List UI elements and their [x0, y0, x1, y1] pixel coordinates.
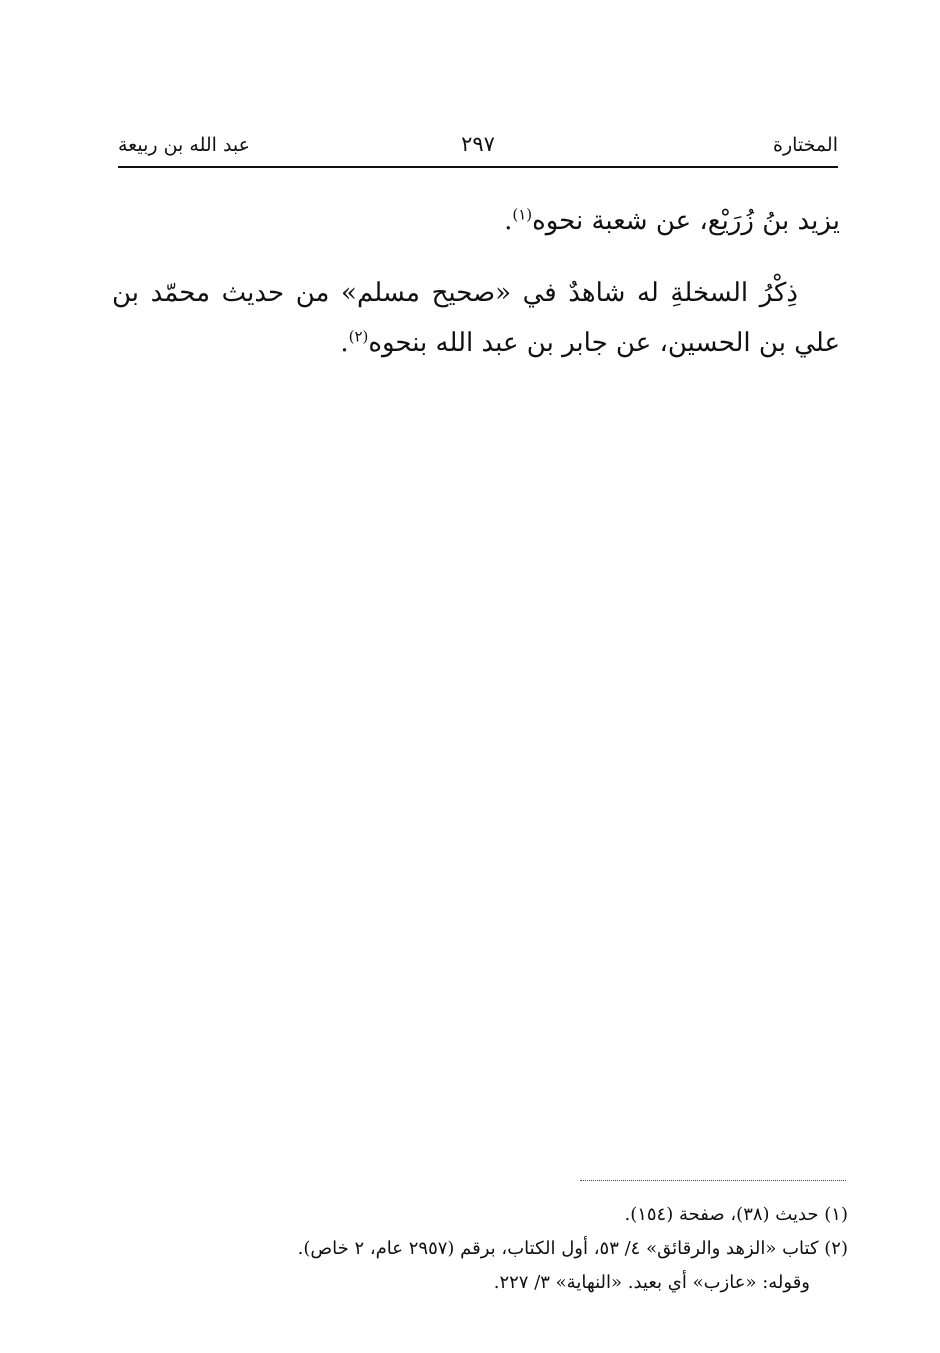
paragraph-2-end: . [340, 328, 349, 358]
chapter-title: عبد الله بن ربيعة [118, 134, 251, 156]
paragraph-2-text: ذِكْرُ السخلةِ له شاهدٌ في «صحيح مسلم» من حديث محمّد بن علي بن الحسين، عن جابر بن عبد الله بنحوه [112, 278, 840, 358]
paragraph-1 [112, 196, 840, 246]
footnote-2-continuation: وقوله: «عازب» أي بعيد. «النهاية» ٣/ ٢٢٧. [493, 1272, 810, 1293]
book-title: المختارة [773, 134, 838, 156]
main-text [112, 196, 840, 368]
footnote-ref-2[interactable]: (٢) [348, 327, 369, 346]
footnote-2: (٢) كتاب «الزهد والرقائق» ٤/ ٥٣، أول الكتاب، برقم (٢٩٥٧ عام، ٢ خاص). [297, 1238, 848, 1259]
paragraph-2 [112, 268, 840, 368]
footnote-1: (١) حديث (٣٨)، صفحة (١٥٤). [624, 1204, 848, 1225]
footnote-separator [580, 1180, 846, 1181]
footnotes [112, 1198, 848, 1300]
header-rule [118, 166, 838, 168]
page-number: ٢٩٧ [461, 132, 495, 156]
paragraph-1-end: . [504, 206, 513, 236]
footnote-ref-1[interactable]: (١) [512, 205, 533, 224]
paragraph-1-text: يزيد بنُ زُرَيْع، عن شعبة نحوه [532, 206, 840, 236]
running-header [118, 128, 838, 162]
